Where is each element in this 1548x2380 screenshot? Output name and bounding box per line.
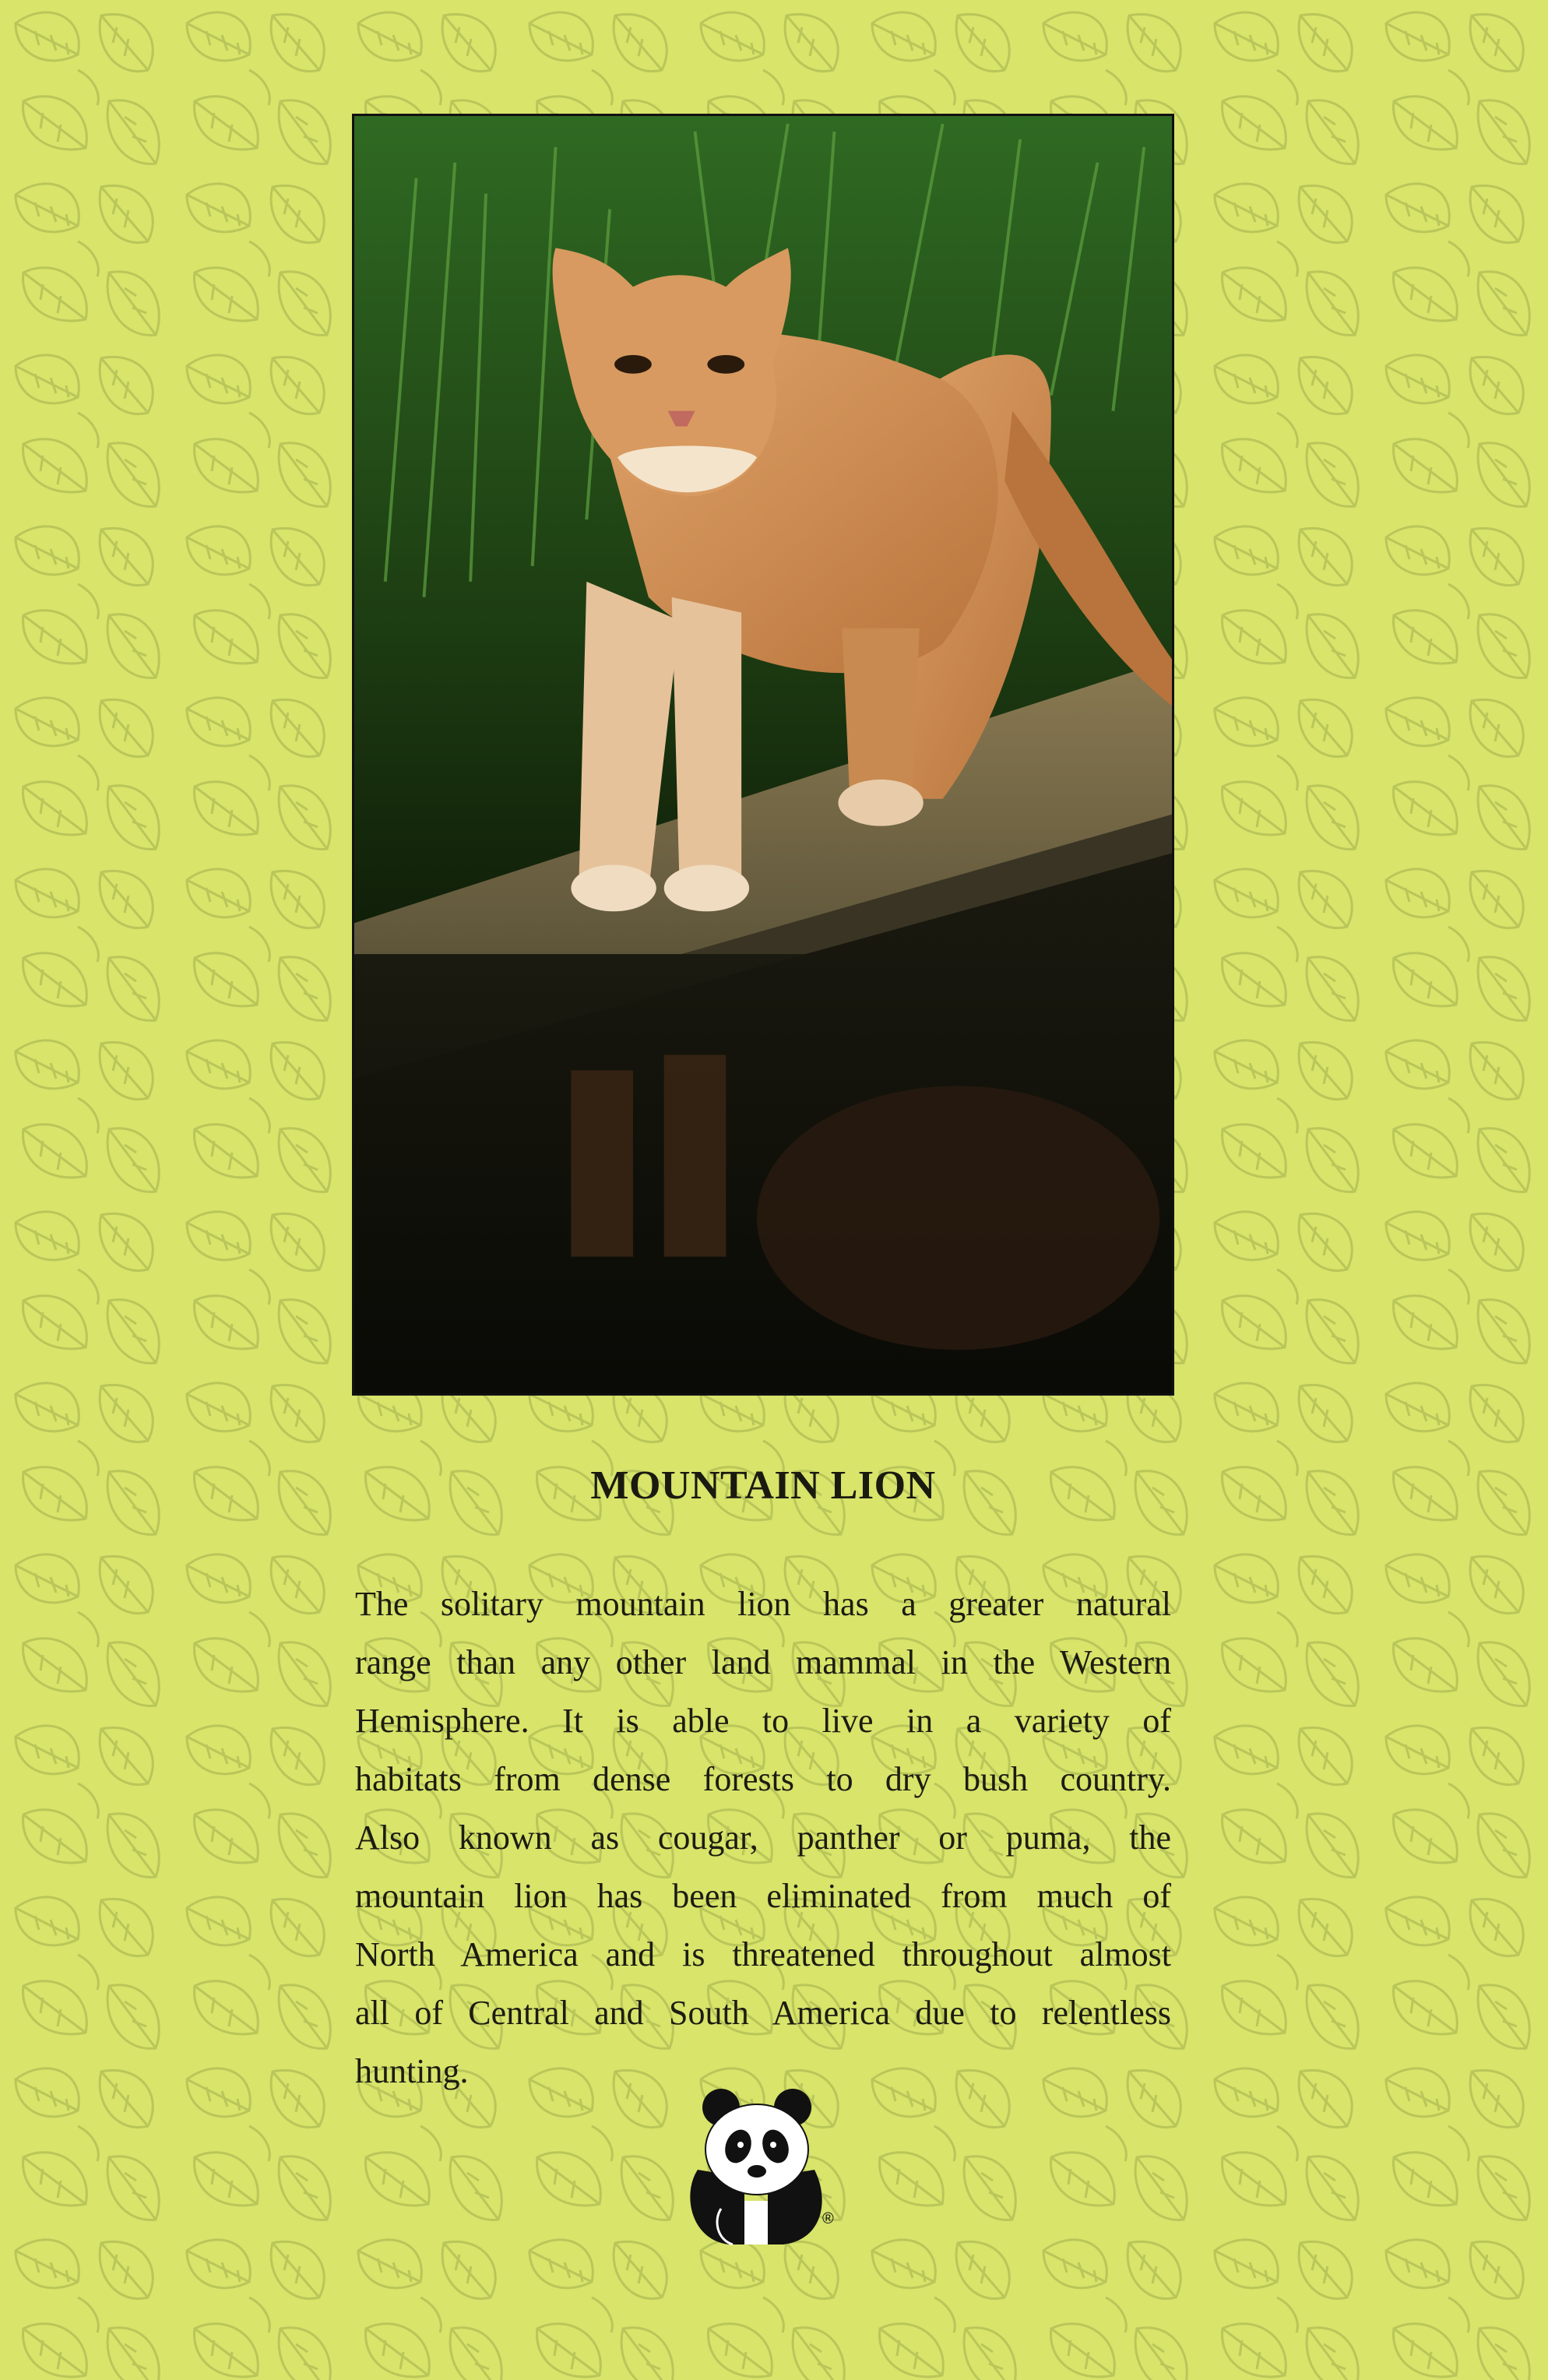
panda-logo-icon [674, 2084, 846, 2251]
description-line: mountain lion has been eliminated from much of [355, 1877, 1171, 1915]
page-title: MOUNTAIN LION [590, 1463, 936, 1508]
description-line: The solitary mountain lion has a greater natural [355, 1585, 1171, 1623]
description-line: Hemisphere. It is able to live in a variety of [355, 1702, 1171, 1740]
description-line: all of Central and South America due to relentless [355, 1994, 1171, 2032]
description-line: hunting. [355, 2052, 469, 2090]
description-line: range than any other land mammal in the Western [355, 1643, 1171, 1681]
mountain-lion-photo [352, 114, 1174, 1396]
description-line: Also known as cougar, panther or puma, the [355, 1818, 1171, 1857]
description-line: North America and is threatened throughout almost [355, 1935, 1171, 1973]
description-line: habitats from dense forests to dry bush country. [355, 1760, 1171, 1798]
registered-mark: ® [822, 2210, 834, 2227]
description-paragraph [355, 1575, 1171, 2100]
